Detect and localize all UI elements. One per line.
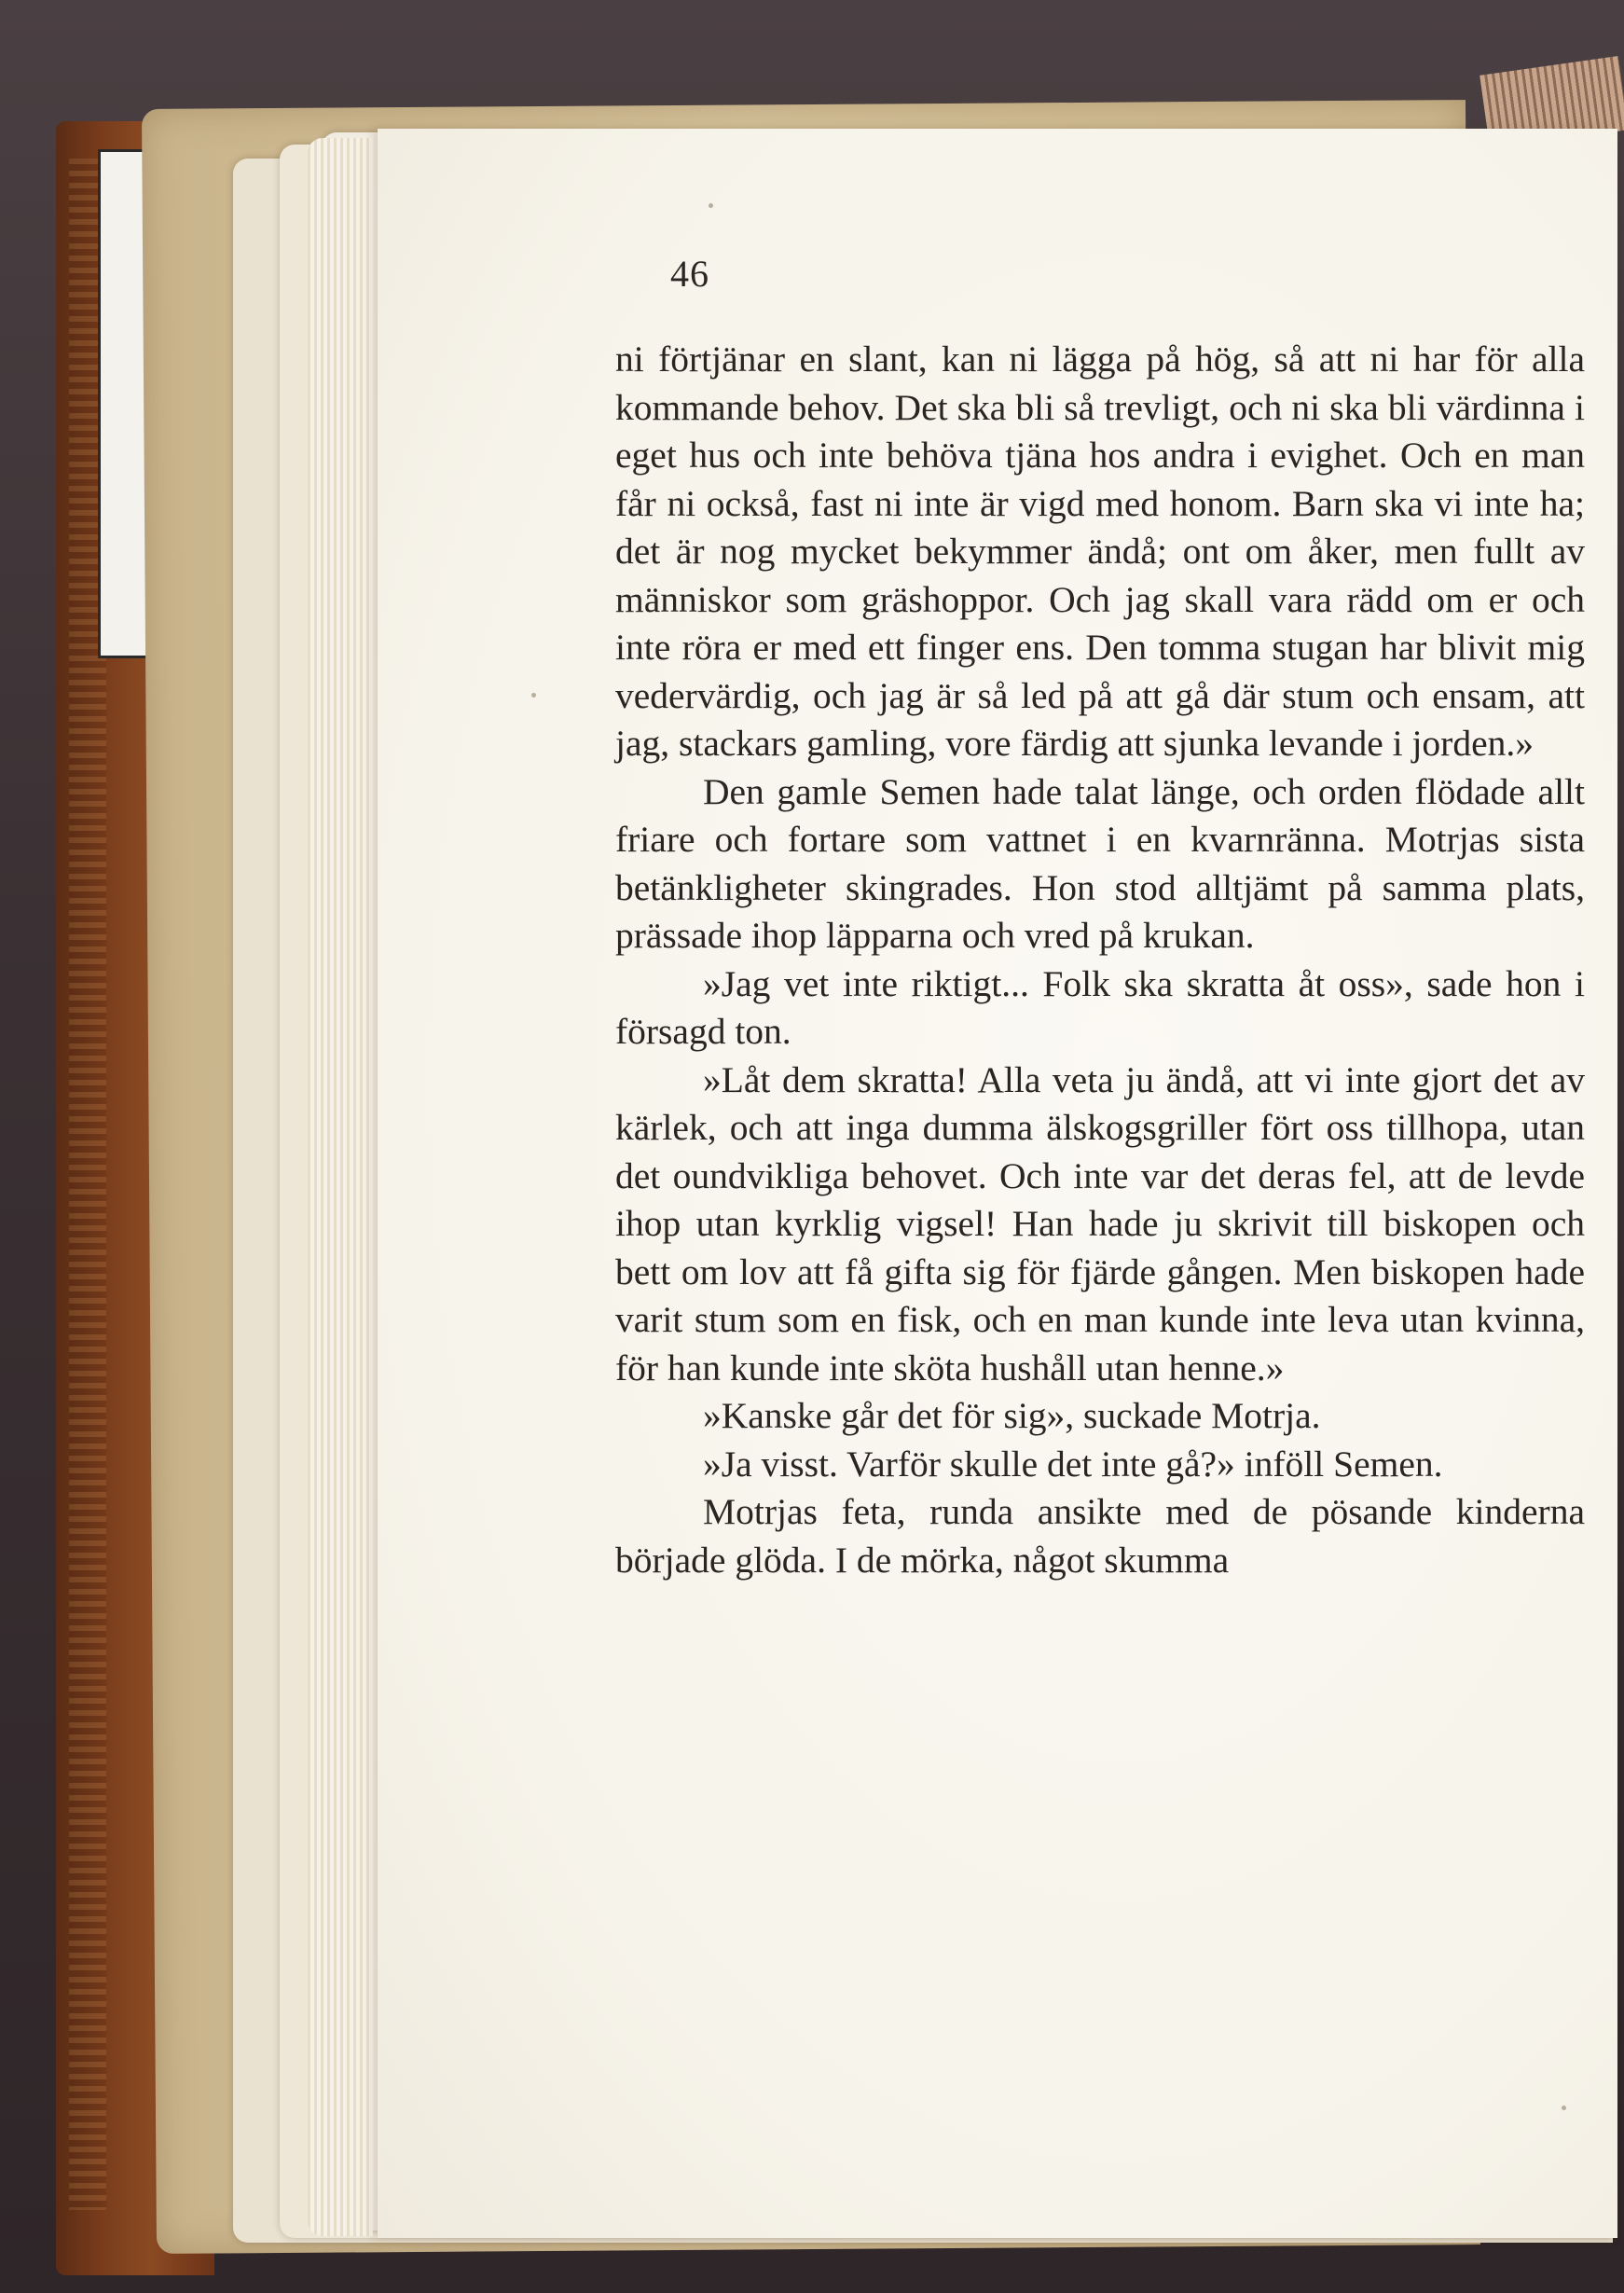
paper-speck	[1562, 2106, 1566, 2110]
paragraph: »Låt dem skratta! Alla veta ju ändå, att vi inte gjort det av kärlek, och att inga dumma älskogsgriller fört oss tillhopa, utan det oundvikliga behovet. Och inte var det deras fel, att de levde ihop utan kyrklig vigsel! Han hade ju skrivit till biskopen och bett om lov att få gifta sig för fjärde gången. Men biskopen hade varit stum som en fisk, och en man kunde inte leva utan kvinna, för han kunde inte sköta hushåll utan henne.»	[615, 1058, 1585, 1388]
paragraph: ni förtjänar en slant, kan ni lägga på hög, så att ni har för alla kommande behov. Det ska bli så trevligt, och ni ska bli värdinna i eget hus och inte behöva tjäna hos andra i evighet. Och en man får ni också, fast ni inte är vigd med honom. Barn ska vi inte ha; det är nog mycket bekymmer ändå; ont om åker, men fullt av människor som gräshoppor. Och jag skall vara rädd om er och inte röra er med ett finger ens. Den tomma stugan har blivit mig vedervärdig, och jag är så led på att gå där stum och ensam, att jag, stackars gamling, vore färdig att sjunka levande i jorden.»	[615, 338, 1585, 764]
paper-speck	[709, 203, 713, 208]
page-number: 46	[670, 253, 709, 295]
page-edges	[308, 138, 373, 2236]
paragraph: »Jag vet inte riktigt... Folk ska skratta åt oss», sade hon i försagd ton.	[615, 962, 1585, 1052]
paragraph: »Kanske går det för sig», suckade Motrja.	[703, 1395, 1321, 1436]
paper-speck	[531, 693, 536, 698]
body-text	[615, 336, 1585, 1584]
paragraph: Den gamle Semen hade talat länge, och orden flödade allt friare och fortare som vattnet i en kvarnränna. Motrjas sista betänkligheter skingrades. Hon stod alltjämt på samma plats, prässade ihop läpparna och vred på krukan.	[615, 770, 1585, 956]
paragraph: »Ja visst. Varför skulle det inte gå?» inföll Semen.	[703, 1443, 1443, 1485]
paragraph: Motrjas feta, runda ansikte med de pösande kinderna började glöda. I de mörka, något skumma	[615, 1491, 1585, 1581]
